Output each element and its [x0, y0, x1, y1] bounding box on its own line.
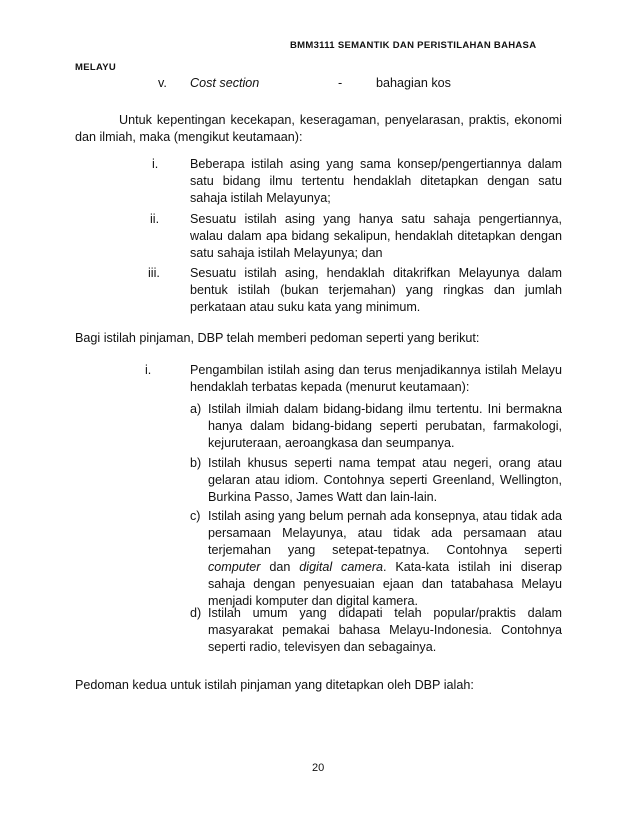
- sublist-b-marker: b): [190, 456, 202, 470]
- running-header-continuation: MELAYU: [75, 62, 117, 73]
- sublist-b-text: Istilah khusus seperti nama tempat atau negeri, orang atau gelaran atau idiom. Contohnya seperti Greenland, Wellington, Burkina Passo, James Watt dan lain-lain.: [208, 456, 562, 504]
- sublist-c-part2: dan: [269, 560, 291, 574]
- item-v-dash: -: [338, 76, 343, 90]
- paragraph-1-line-1: Untuk kepentingan kecekapan, keseragaman, penyelarasan, praktis, ekonomi: [119, 113, 562, 127]
- sublist-c-part3: . Kata-kata istilah ini diserap sahaja dengan penyesuaian ejaan dan tatabahasa Melayu menjadi komputer dan digital kamera.: [208, 560, 562, 608]
- item-v-meaning: bahagian kos: [376, 76, 451, 90]
- page-number: 20: [312, 762, 325, 774]
- sublist-a-text: Istilah ilmiah dalam bidang-bidang ilmu tertentu. Ini bermakna hanya dalam bidang-bidang seperti perubatan, farmakologi, kejuruteraan, aeroangkasa dan seumpanya.: [208, 402, 562, 450]
- list2-item-i-marker: i.: [145, 363, 152, 377]
- paragraph-2: Bagi istilah pinjaman, DBP telah memberi pedoman seperti yang berikut:: [75, 331, 480, 345]
- list1-item-iii-marker: iii.: [148, 266, 160, 280]
- sublist-c-term-computer: computer: [208, 560, 261, 574]
- list1-item-i-marker: i.: [152, 157, 159, 171]
- sublist-d-marker: d): [190, 606, 202, 620]
- sublist-c-marker: c): [190, 509, 201, 523]
- sublist-c-text: [208, 508, 562, 610]
- sublist-d-text: Istilah umum yang didapati telah popular/praktis dalam masyarakat pemakai bahasa Melayu-Indonesia. Contohnya seperti radio, televisyen dan sebagainya.: [208, 606, 562, 654]
- list1-item-iii-text: Sesuatu istilah asing, hendaklah ditakrifkan Melayunya dalam bentuk istilah (bukan terjemahan) yang ringkas dan jumlah perkataan atau suku kata yang minimum.: [190, 266, 562, 314]
- item-v-term: Cost section: [190, 76, 260, 90]
- sublist-c-term-digital-camera: digital camera: [299, 560, 384, 574]
- list1-item-ii-marker: ii.: [150, 212, 160, 226]
- list2-item-i-text: Pengambilan istilah asing dan terus menjadikannya istilah Melayu hendaklah terbatas kepada (menurut keutamaan):: [190, 363, 562, 394]
- paragraph-1-line-2: dan ilmiah, maka (mengikut keutamaan):: [75, 130, 303, 144]
- list1-item-i-text: Beberapa istilah asing yang sama konsep/pengertiannya dalam satu bidang ilmu tertentu hendaklah ditetapkan dengan satu sahaja istilah Melayunya;: [190, 157, 562, 205]
- sublist-a-marker: a): [190, 402, 202, 416]
- running-header-title: BMM3111 SEMANTIK DAN PERISTILAHAN BAHASA: [290, 40, 537, 51]
- paragraph-3: Pedoman kedua untuk istilah pinjaman yang ditetapkan oleh DBP ialah:: [75, 678, 474, 692]
- list1-item-ii-text: Sesuatu istilah asing yang hanya satu sahaja pengertiannya, walau dalam apa bidang sekalipun, hendaklah ditetapkan dengan satu sahaja istilah Melayunya; dan: [190, 212, 562, 260]
- item-v-marker: v.: [158, 76, 167, 90]
- sublist-c-part1: Istilah asing yang belum pernah ada konsepnya, atau tidak ada persamaan Melayunya, atau tidak ada persamaan atau terjemahan yang setepat-tepatnya. Contohnya seperti: [208, 509, 562, 557]
